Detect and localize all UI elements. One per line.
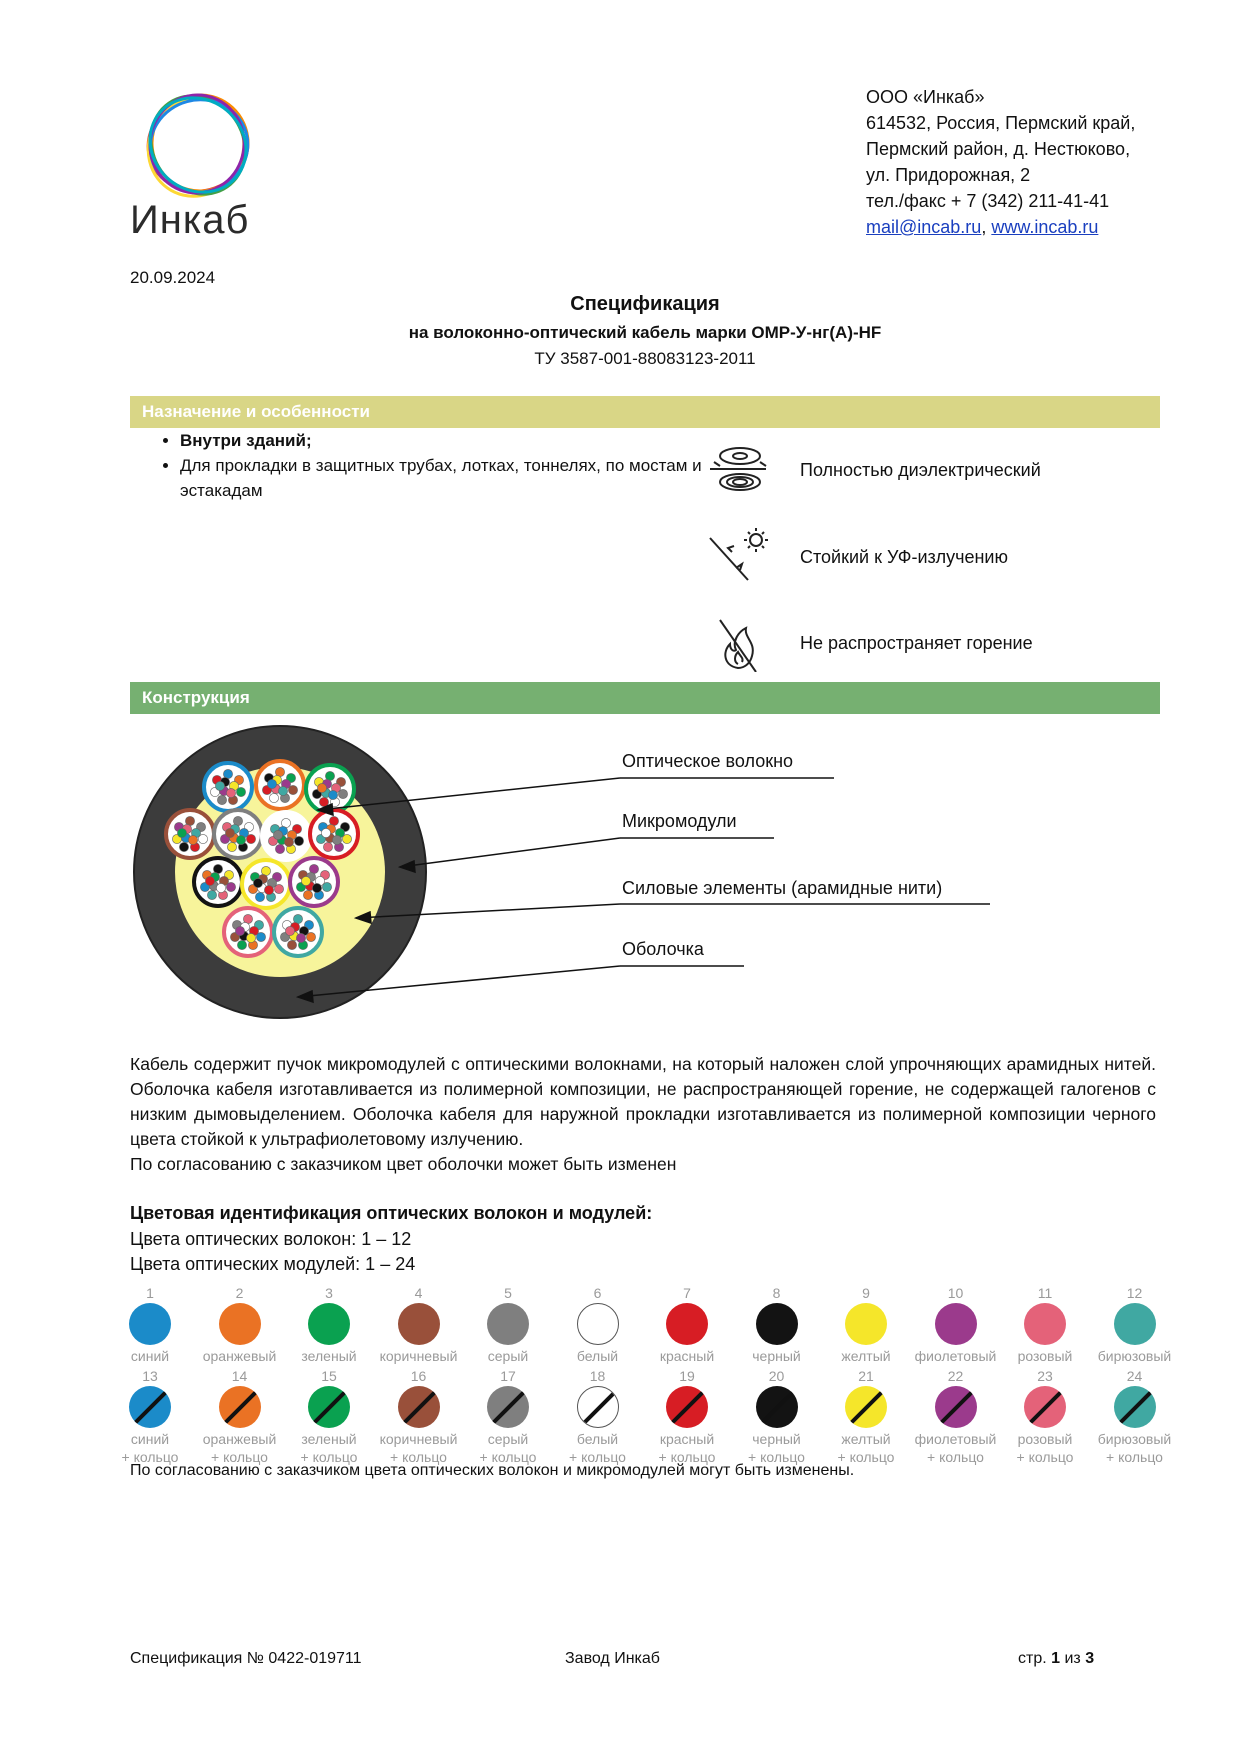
swatch-name: черный	[752, 1348, 801, 1364]
swatch-number: 3	[325, 1285, 333, 1301]
swatch-ring-suffix: + кольцо	[121, 1449, 179, 1465]
contact-links	[866, 214, 1135, 240]
swatch-ring-suffix: + кольцо	[390, 1449, 447, 1465]
optical-fiber	[236, 835, 245, 844]
swatch-number: 20	[768, 1368, 785, 1384]
swatch-number: 4	[414, 1285, 423, 1301]
swatch-dot	[308, 1386, 350, 1428]
swatch-dot	[1114, 1303, 1156, 1345]
ring-mark	[488, 1388, 528, 1428]
swatch-name: красный	[659, 1348, 715, 1364]
optical-fiber	[226, 788, 235, 797]
swatch-name: желтый	[841, 1348, 891, 1364]
optical-fiber	[312, 883, 321, 892]
swatch-name: зеленый	[301, 1348, 357, 1364]
swatch-name: фиолетовый	[914, 1348, 997, 1364]
color-swatch-ring	[732, 1368, 822, 1466]
swatch-number: 12	[1126, 1285, 1143, 1301]
optical-fiber	[216, 883, 225, 892]
swatch-ring-suffix: + кольцо	[569, 1449, 626, 1465]
color-id-heading: Цветовая идентификация оптических волокон и модулей:	[130, 1203, 653, 1223]
swatch-ring-suffix: + кольцо	[211, 1449, 268, 1465]
color-swatch	[463, 1285, 553, 1365]
optical-fiber	[207, 890, 216, 899]
swatch-dot	[1024, 1303, 1066, 1345]
color-swatch-ring	[284, 1368, 374, 1466]
swatch-number: 2	[235, 1285, 244, 1301]
swatch-number: 18	[589, 1368, 606, 1384]
swatch-dot	[666, 1386, 708, 1428]
swatch-dot	[666, 1303, 708, 1345]
email-link[interactable]: mail@incab.ru	[866, 217, 982, 237]
color-swatch	[821, 1285, 911, 1365]
ring-mark	[757, 1388, 797, 1428]
callout-optical-fiber: Оптическое волокно	[622, 751, 794, 771]
color-swatch	[911, 1285, 1001, 1365]
swatch-dot	[398, 1303, 440, 1345]
module-colors-range: Цвета оптических модулей: 1 – 24	[130, 1254, 416, 1274]
property-label: Не распространяет горение	[800, 633, 1033, 653]
color-swatch	[374, 1285, 464, 1365]
color-swatch	[284, 1285, 374, 1365]
swatch-dot	[845, 1303, 887, 1345]
ring-mark	[846, 1388, 886, 1428]
list-item: • Внутри зданий;	[180, 428, 720, 453]
description-paragraph: По согласованию с заказчиком цвет оболочки может быть изменен	[130, 1154, 677, 1174]
swatch-dot	[487, 1386, 529, 1428]
total-pages: 3	[1085, 1650, 1095, 1667]
swatch-number: 8	[772, 1285, 781, 1301]
description-paragraph: Кабель содержит пучок микромодулей с оптическими волокнами, на который наложен слой упрочняющих арамидных нитей. Оболочка кабеля изготавливается из полимерной композиции, не распространяющей горение, не содержащей галогенов с низким дымовыделением. Оболочка кабеля для наружной прокладки изготавливается из полимерной композиции черного цвета стойкой к ультрафиолетовому излучению.	[130, 1054, 1156, 1149]
color-swatch-ring	[374, 1368, 464, 1466]
swatch-number: 16	[410, 1368, 427, 1384]
ring-mark	[220, 1388, 260, 1428]
color-swatch	[642, 1285, 732, 1365]
swatch-name: черный	[752, 1431, 801, 1447]
address-line: 614532, Россия, Пермский край,	[866, 113, 1136, 133]
property-label: Полностью диэлектрический	[800, 460, 1041, 480]
color-swatch	[553, 1285, 643, 1365]
section-header-purpose: Назначение и особенности	[130, 396, 1160, 428]
color-swatch	[1090, 1285, 1180, 1365]
swatch-number: 23	[1037, 1368, 1053, 1384]
swatch-dot	[935, 1303, 977, 1345]
swatch-number: 11	[1037, 1285, 1053, 1301]
swatch-dot	[935, 1386, 977, 1428]
address-line: ул. Придорожная, 2	[866, 165, 1031, 185]
optical-fiber	[317, 783, 326, 792]
ring-mark	[578, 1389, 618, 1428]
swatch-name: бирюзовый	[1097, 1348, 1172, 1364]
swatch-ring-suffix: + кольцо	[1016, 1449, 1074, 1465]
ring-mark	[399, 1388, 439, 1428]
dielectric-icon	[706, 442, 770, 498]
optical-fiber	[253, 878, 262, 887]
color-swatch-ring	[105, 1368, 195, 1466]
swatch-name: коричневый	[379, 1348, 458, 1364]
uv-resistant-icon	[706, 528, 770, 584]
page-prefix: стр.	[1018, 1650, 1052, 1667]
swatch-ring-suffix: + кольцо	[479, 1449, 537, 1465]
color-swatch-ring	[1090, 1368, 1180, 1466]
swatch-number: 15	[321, 1368, 337, 1384]
swatch-dot	[219, 1303, 261, 1345]
document-date: 20.09.2024	[130, 268, 216, 287]
swatch-dot	[756, 1386, 798, 1428]
optical-fiber	[264, 885, 273, 894]
optical-fiber	[319, 797, 328, 806]
optical-fiber	[215, 781, 224, 790]
swatch-ring-suffix: + кольцо	[748, 1449, 805, 1465]
footer-spec-number: Спецификация № 0422-019711	[130, 1650, 362, 1667]
swatch-name: фиолетовый	[914, 1431, 997, 1447]
optical-fiber	[177, 828, 186, 837]
swatch-ring-suffix: + кольцо	[658, 1449, 716, 1465]
swatch-number: 1	[146, 1285, 154, 1301]
swatch-dot	[398, 1386, 440, 1428]
swatch-dot	[219, 1386, 261, 1428]
optical-fiber	[205, 876, 214, 885]
optical-fiber	[284, 837, 293, 846]
swatch-number: 7	[683, 1285, 691, 1301]
swatch-number: 24	[1126, 1368, 1143, 1384]
optical-fiber	[246, 933, 255, 942]
optical-fiber	[255, 892, 264, 901]
swatch-name: серый	[487, 1431, 529, 1447]
swatch-name: белый	[576, 1348, 619, 1364]
color-swatch-ring	[553, 1368, 643, 1466]
swatch-name: синий	[130, 1348, 170, 1364]
optical-fiber	[332, 835, 341, 844]
swatch-dot	[756, 1303, 798, 1345]
property-label: Стойкий к УФ-излучению	[800, 547, 1008, 567]
swatch-number: 9	[862, 1285, 870, 1301]
swatch-dot	[129, 1303, 171, 1345]
swatch-dot	[577, 1303, 619, 1345]
tech-spec-code: ТУ 3587-001-88083123-2011	[534, 349, 756, 368]
ring-mark	[1025, 1388, 1065, 1428]
swatch-ring-suffix: + кольцо	[837, 1449, 895, 1465]
color-swatch	[732, 1285, 822, 1365]
optical-fiber	[188, 835, 197, 844]
optical-fiber	[217, 795, 226, 804]
swatch-number: 6	[593, 1285, 602, 1301]
swatch-number: 5	[504, 1285, 512, 1301]
ring-mark	[667, 1388, 707, 1428]
section-header-construction: Конструкция	[130, 682, 1160, 714]
swatch-number: 21	[858, 1368, 874, 1384]
optical-fiber	[328, 790, 337, 799]
ring-mark	[309, 1388, 349, 1428]
swatch-number: 19	[679, 1368, 695, 1384]
optical-fiber	[227, 842, 236, 851]
current-page: 1	[1051, 1650, 1061, 1667]
swatch-dot	[1024, 1386, 1066, 1428]
color-swatch-ring	[911, 1368, 1001, 1466]
address-line: ООО «Инкаб»	[866, 87, 985, 107]
swatch-name: синий	[130, 1431, 170, 1447]
ring-mark	[936, 1388, 976, 1428]
footer-plant: Завод Инкаб	[565, 1650, 660, 1667]
swatch-name: оранжевый	[202, 1348, 277, 1364]
swatch-dot	[1114, 1386, 1156, 1428]
swatch-name: белый	[576, 1431, 619, 1447]
callout-sheath: Оболочка	[622, 939, 704, 959]
swatch-dot	[487, 1303, 529, 1345]
swatch-name: коричневый	[379, 1431, 458, 1447]
swatch-number: 14	[231, 1368, 248, 1384]
optical-fiber	[301, 876, 310, 885]
swatch-name: оранжевый	[202, 1431, 277, 1447]
swatch-dot	[845, 1386, 887, 1428]
swatch-dot	[308, 1303, 350, 1345]
optical-fiber	[296, 933, 305, 942]
swatch-number: 10	[947, 1285, 964, 1301]
link-separator: ,	[981, 217, 992, 237]
footer-page-indicator	[1018, 1650, 1094, 1668]
phone-line: тел./факс + 7 (342) 211-41-41	[866, 191, 1110, 211]
swatch-name: красный	[659, 1431, 715, 1447]
color-swatch-ring	[463, 1368, 553, 1466]
optical-fiber	[275, 844, 284, 853]
features-list	[138, 428, 720, 503]
optical-fiber	[235, 926, 244, 935]
color-swatch-ring	[642, 1368, 732, 1466]
cable-cross-section-diagram	[130, 722, 430, 1022]
optical-fiber	[303, 890, 312, 899]
page-subtitle: на волоконно-оптический кабель марки ОМР-У-нг(А)-HF	[408, 323, 882, 342]
swatch-dot	[577, 1386, 619, 1428]
page-title: Спецификация	[570, 293, 720, 315]
optical-fiber	[321, 828, 330, 837]
optical-fiber	[273, 830, 282, 839]
swatch-name: розовый	[1017, 1431, 1073, 1447]
swatch-name: желтый	[841, 1431, 891, 1447]
cable-description	[130, 1052, 1156, 1177]
website-link[interactable]: www.incab.ru	[991, 217, 1099, 237]
optical-fiber	[278, 786, 287, 795]
flame-retardant-icon	[706, 616, 770, 672]
optical-fiber	[179, 842, 188, 851]
fiber-colors-range: Цвета оптических волокон: 1 – 12	[130, 1229, 412, 1249]
company-address	[866, 84, 1135, 240]
swatch-dot	[129, 1386, 171, 1428]
swatch-ring-suffix: + кольцо	[1106, 1449, 1163, 1465]
swatch-number: 22	[947, 1368, 964, 1384]
swatch-name: розовый	[1017, 1348, 1073, 1364]
swatch-name: серый	[487, 1348, 529, 1364]
ring-mark	[1115, 1388, 1155, 1428]
ring-mark	[130, 1388, 170, 1428]
color-note: По согласованию с заказчиком цвета оптических волокон и микромодулей могут быть изменены.	[130, 1462, 855, 1479]
swatch-ring-suffix: + кольцо	[300, 1449, 358, 1465]
swatch-number: 13	[142, 1368, 158, 1384]
brand-name: Инкаб	[130, 198, 250, 242]
color-swatch	[195, 1285, 285, 1365]
swatch-ring-suffix: + кольцо	[927, 1449, 984, 1465]
swatch-number: 17	[500, 1368, 516, 1384]
optical-fiber	[287, 940, 296, 949]
color-swatch	[1000, 1285, 1090, 1365]
swatch-name: бирюзовый	[1097, 1431, 1172, 1447]
color-swatch-ring	[195, 1368, 285, 1466]
list-item: • Для прокладки в защитных трубах, лотках, тоннелях, по мостам и эстакадам	[180, 453, 720, 503]
optical-fiber	[269, 793, 278, 802]
swatch-name: зеленый	[301, 1431, 357, 1447]
color-swatch	[105, 1285, 195, 1365]
optical-fiber	[285, 926, 294, 935]
optical-fiber	[237, 940, 246, 949]
optical-fiber	[323, 842, 332, 851]
address-line: Пермский район, д. Нестюково,	[866, 139, 1131, 159]
color-swatch-ring	[1000, 1368, 1090, 1466]
page-mid: из	[1060, 1650, 1086, 1667]
callout-micromodules: Микромодули	[622, 811, 737, 831]
color-swatch-ring	[821, 1368, 911, 1466]
optical-fiber	[225, 828, 234, 837]
callout-strength-members: Силовые элементы (арамидные нити)	[622, 878, 943, 898]
optical-fiber	[267, 779, 276, 788]
